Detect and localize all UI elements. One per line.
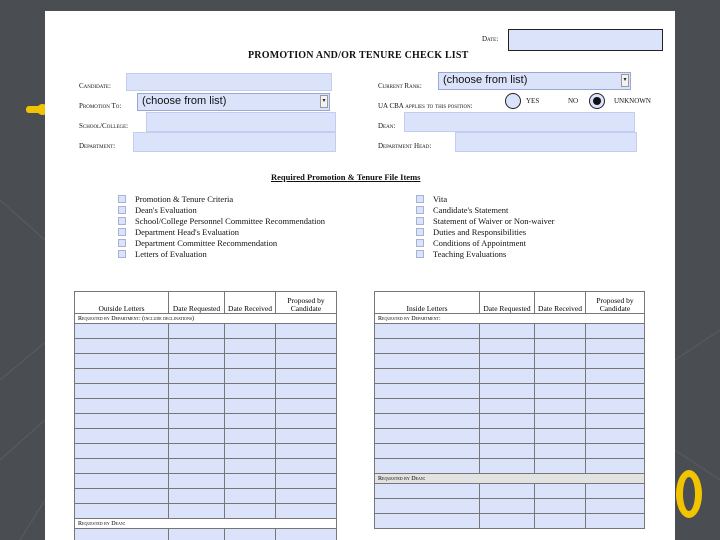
chevron-down-icon: ▾: [621, 74, 629, 87]
entry-cell[interactable]: [276, 504, 337, 519]
item-label: Candidate's Statement: [433, 205, 509, 215]
entry-cell[interactable]: [75, 324, 169, 339]
entry-cell[interactable]: [169, 384, 225, 399]
entry-cell[interactable]: [586, 369, 645, 384]
table-row: [75, 339, 337, 354]
table-row: [75, 459, 337, 474]
table-row: [75, 324, 337, 339]
entry-cell[interactable]: [276, 489, 337, 504]
entry-cell[interactable]: [169, 529, 225, 540]
entry-cell[interactable]: [169, 324, 225, 339]
checkbox[interactable]: [416, 250, 424, 258]
checkbox[interactable]: [118, 206, 126, 214]
entry-cell[interactable]: [75, 474, 169, 489]
header-date-requested: Date Requested: [169, 292, 225, 314]
entry-cell[interactable]: [480, 444, 535, 459]
section-row: [375, 474, 645, 484]
current-rank-select[interactable]: [438, 72, 631, 90]
entry-cell[interactable]: [375, 384, 480, 399]
section-row: [75, 314, 337, 324]
entry-cell[interactable]: [276, 384, 337, 399]
entry-cell[interactable]: [75, 339, 169, 354]
table-row: [75, 369, 337, 384]
entry-cell[interactable]: [480, 484, 535, 499]
checkbox[interactable]: [118, 195, 126, 203]
entry-cell[interactable]: [586, 399, 645, 414]
entry-cell[interactable]: [535, 384, 586, 399]
table-row: [375, 514, 645, 529]
entry-cell[interactable]: [276, 444, 337, 459]
entry-cell[interactable]: [169, 444, 225, 459]
entry-cell[interactable]: [225, 489, 276, 504]
entry-cell[interactable]: [586, 324, 645, 339]
entry-cell[interactable]: [375, 369, 480, 384]
checkbox[interactable]: [416, 228, 424, 236]
table-row: [375, 399, 645, 414]
item-label: Dean's Evaluation: [135, 205, 197, 215]
item-label: Conditions of Appointment: [433, 238, 527, 248]
slide-yellow-glyph: [676, 470, 702, 518]
entry-cell[interactable]: [480, 354, 535, 369]
table-row: [375, 339, 645, 354]
entry-cell[interactable]: [480, 459, 535, 474]
promotion-to-value: (choose from list): [142, 95, 227, 107]
entry-cell[interactable]: [375, 339, 480, 354]
entry-cell[interactable]: [225, 414, 276, 429]
item-label: Teaching Evaluations: [433, 249, 507, 259]
entry-cell[interactable]: [225, 324, 276, 339]
item-label: School/College Personnel Committee Recommendation: [135, 216, 326, 226]
entry-cell[interactable]: [75, 369, 169, 384]
required-items-heading: Required Promotion & Tenure File Items: [271, 172, 421, 182]
entry-cell[interactable]: [586, 459, 645, 474]
dept-head-label: Department Head:: [378, 142, 432, 150]
entry-cell[interactable]: [586, 414, 645, 429]
current-rank-label: Current Rank:: [378, 82, 422, 90]
entry-cell[interactable]: [535, 429, 586, 444]
entry-cell[interactable]: [375, 324, 480, 339]
item-label: Department Committee Recommendation: [135, 238, 278, 248]
entry-cell[interactable]: [225, 459, 276, 474]
entry-cell[interactable]: [225, 384, 276, 399]
entry-cell[interactable]: [225, 369, 276, 384]
department-field[interactable]: [133, 132, 336, 152]
entry-cell[interactable]: [276, 529, 337, 540]
section-row: [75, 519, 337, 529]
dept-head-field[interactable]: [455, 132, 637, 152]
inside-table-body: [375, 314, 645, 529]
entry-cell[interactable]: [225, 339, 276, 354]
item-label: Statement of Waiver or Non-waiver: [433, 216, 555, 226]
entry-cell[interactable]: [586, 429, 645, 444]
table-row: [75, 399, 337, 414]
entry-cell[interactable]: [225, 354, 276, 369]
outside-letters-table: [74, 291, 337, 540]
checkbox[interactable]: [118, 239, 126, 247]
entry-cell[interactable]: [75, 414, 169, 429]
radio-yes-label: YES: [526, 97, 540, 105]
table-row: [75, 354, 337, 369]
entry-cell[interactable]: [535, 499, 586, 514]
entry-cell[interactable]: [225, 429, 276, 444]
entry-cell[interactable]: [276, 399, 337, 414]
table-row: [375, 459, 645, 474]
school-field[interactable]: [146, 112, 336, 132]
header-inside-letters: Inside Letters: [375, 292, 480, 314]
promotion-to-label: Promotion To:: [79, 102, 122, 110]
entry-cell[interactable]: [225, 529, 276, 540]
table-row: [375, 444, 645, 459]
checkbox[interactable]: [416, 206, 424, 214]
chevron-down-icon: ▾: [320, 95, 328, 108]
entry-cell[interactable]: [375, 459, 480, 474]
date-label: Date:: [482, 35, 499, 43]
entry-cell[interactable]: [75, 444, 169, 459]
section-label: Requested by Dean:: [75, 519, 337, 529]
section-label: Requested by Department: (include declinations): [75, 314, 337, 324]
table-row: [375, 429, 645, 444]
entry-cell[interactable]: [586, 354, 645, 369]
entry-cell[interactable]: [75, 504, 169, 519]
table-row: [75, 384, 337, 399]
entry-cell[interactable]: [225, 474, 276, 489]
section-label: Requested by Department:: [375, 314, 645, 324]
entry-cell[interactable]: [535, 514, 586, 529]
entry-cell[interactable]: [586, 514, 645, 529]
section-row: [375, 314, 645, 324]
current-rank-value: (choose from list): [443, 74, 528, 86]
table-header-row: [375, 292, 645, 314]
table-row: [375, 414, 645, 429]
table-row: [375, 484, 645, 499]
entry-cell[interactable]: [375, 429, 480, 444]
entry-cell[interactable]: [535, 339, 586, 354]
header-date-received: Date Received: [225, 292, 276, 314]
entry-cell[interactable]: [375, 414, 480, 429]
table-row: [75, 474, 337, 489]
entry-cell[interactable]: [480, 324, 535, 339]
outside-table-body: [75, 314, 337, 540]
entry-cell[interactable]: [480, 399, 535, 414]
entry-cell[interactable]: [276, 324, 337, 339]
entry-cell[interactable]: [75, 489, 169, 504]
header-date-received: Date Received: [535, 292, 586, 314]
entry-cell[interactable]: [276, 369, 337, 384]
entry-cell[interactable]: [169, 369, 225, 384]
checkbox[interactable]: [416, 195, 424, 203]
inside-letters-table: [374, 291, 645, 529]
table-row: [375, 324, 645, 339]
entry-cell[interactable]: [225, 444, 276, 459]
entry-cell[interactable]: [375, 484, 480, 499]
entry-cell[interactable]: [169, 339, 225, 354]
checkbox[interactable]: [118, 228, 126, 236]
entry-cell[interactable]: [586, 384, 645, 399]
entry-cell[interactable]: [75, 429, 169, 444]
entry-cell[interactable]: [375, 354, 480, 369]
entry-cell[interactable]: [276, 414, 337, 429]
header-proposed-by-candidate: Proposed by Candidate: [276, 292, 337, 314]
entry-cell[interactable]: [169, 489, 225, 504]
entry-cell[interactable]: [480, 339, 535, 354]
entry-cell[interactable]: [586, 444, 645, 459]
department-label: Department:: [79, 142, 116, 150]
table-row: [375, 369, 645, 384]
entry-cell[interactable]: [225, 504, 276, 519]
table-row: [75, 444, 337, 459]
item-label: Department Head's Evaluation: [135, 227, 239, 237]
entry-cell[interactable]: [276, 429, 337, 444]
entry-cell[interactable]: [535, 459, 586, 474]
table-row: [75, 414, 337, 429]
entry-cell[interactable]: [169, 504, 225, 519]
entry-cell[interactable]: [276, 339, 337, 354]
checkbox[interactable]: [416, 239, 424, 247]
entry-cell[interactable]: [480, 514, 535, 529]
checkbox[interactable]: [118, 250, 126, 258]
entry-cell[interactable]: [480, 369, 535, 384]
school-label: School/College:: [79, 122, 129, 130]
table-row: [75, 504, 337, 519]
entry-cell[interactable]: [586, 499, 645, 514]
table-row: [75, 489, 337, 504]
form-title: PROMOTION AND/OR TENURE CHECK LIST: [248, 50, 469, 61]
entry-cell[interactable]: [535, 324, 586, 339]
header-date-requested: Date Requested: [480, 292, 535, 314]
checkbox[interactable]: [118, 217, 126, 225]
entry-cell[interactable]: [480, 414, 535, 429]
section-label: Requested by Dean:: [375, 474, 645, 484]
entry-cell[interactable]: [375, 444, 480, 459]
entry-cell[interactable]: [75, 459, 169, 474]
dean-label: Dean:: [378, 122, 396, 130]
entry-cell[interactable]: [480, 499, 535, 514]
entry-cell[interactable]: [169, 429, 225, 444]
entry-cell[interactable]: [480, 384, 535, 399]
item-label: Duties and Responsibilities: [433, 227, 527, 237]
entry-cell[interactable]: [535, 399, 586, 414]
entry-cell[interactable]: [535, 354, 586, 369]
entry-cell[interactable]: [535, 484, 586, 499]
entry-cell[interactable]: [375, 499, 480, 514]
table-row: [75, 429, 337, 444]
radio-no-label: NO: [568, 97, 579, 105]
entry-cell[interactable]: [225, 399, 276, 414]
entry-cell[interactable]: [276, 474, 337, 489]
entry-cell[interactable]: [169, 414, 225, 429]
dean-field[interactable]: [404, 112, 635, 132]
item-label: Promotion & Tenure Criteria: [135, 194, 234, 204]
promotion-to-select[interactable]: [137, 93, 330, 111]
item-label: Letters of Evaluation: [135, 249, 207, 259]
entry-cell[interactable]: [169, 474, 225, 489]
header-proposed-by-candidate: Proposed by Candidate: [586, 292, 645, 314]
table-row: [375, 354, 645, 369]
entry-cell[interactable]: [375, 514, 480, 529]
candidate-field[interactable]: [126, 73, 332, 91]
table-row: [75, 529, 337, 540]
entry-cell[interactable]: [75, 529, 169, 540]
entry-cell[interactable]: [75, 384, 169, 399]
entry-cell[interactable]: [480, 429, 535, 444]
header-outside-letters: Outside Letters: [75, 292, 169, 314]
radio-no[interactable]: [589, 93, 605, 109]
entry-cell[interactable]: [169, 399, 225, 414]
date-field[interactable]: [508, 29, 663, 51]
entry-cell[interactable]: [75, 399, 169, 414]
table-row: [375, 499, 645, 514]
entry-cell[interactable]: [535, 369, 586, 384]
entry-cell[interactable]: [276, 459, 337, 474]
entry-cell[interactable]: [375, 399, 480, 414]
radio-yes[interactable]: [505, 93, 521, 109]
item-label: Vita: [433, 194, 448, 204]
table-row: [375, 384, 645, 399]
candidate-label: Candidate:: [79, 82, 111, 90]
entry-cell[interactable]: [276, 354, 337, 369]
entry-cell[interactable]: [535, 414, 586, 429]
checkbox[interactable]: [416, 217, 424, 225]
entry-cell[interactable]: [535, 444, 586, 459]
ua-cba-label: UA CBA applies to this position:: [378, 102, 473, 110]
entry-cell[interactable]: [586, 484, 645, 499]
entry-cell[interactable]: [75, 354, 169, 369]
radio-unknown-label: UNKNOWN: [614, 97, 651, 105]
check-list-form: [45, 11, 675, 540]
table-header-row: [75, 292, 337, 314]
entry-cell[interactable]: [586, 339, 645, 354]
entry-cell[interactable]: [169, 459, 225, 474]
entry-cell[interactable]: [169, 354, 225, 369]
